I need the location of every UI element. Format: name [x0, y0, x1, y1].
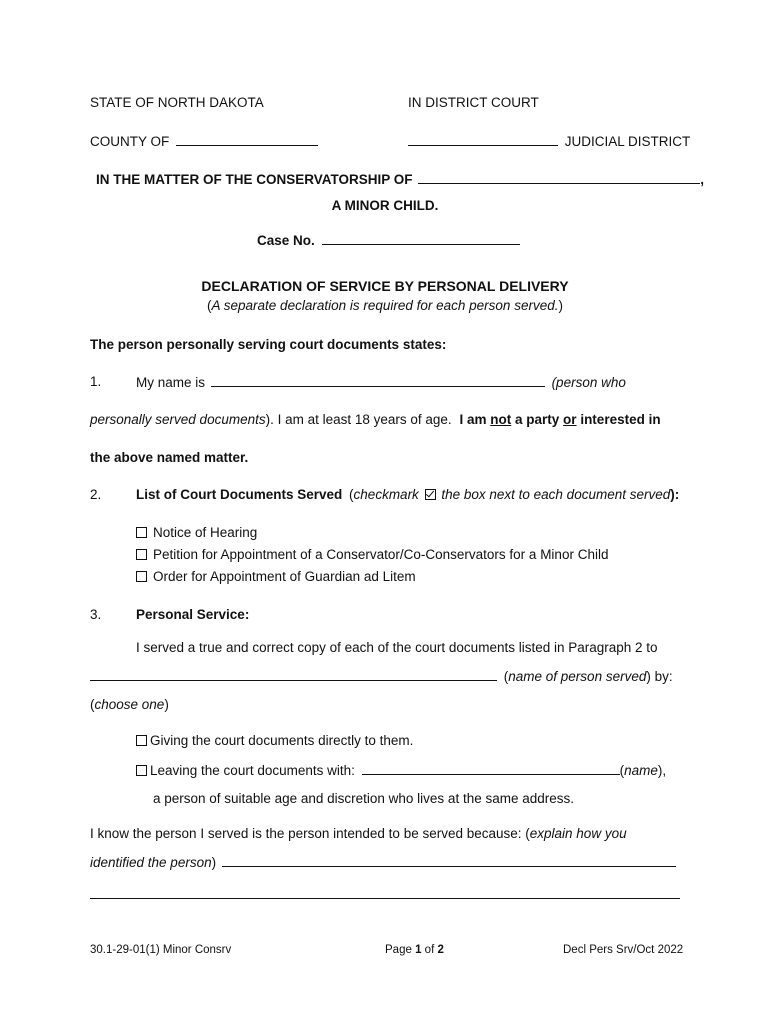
judicial-district-field[interactable] [408, 133, 558, 146]
paren: ), [657, 763, 667, 778]
item3-heading: Personal Service: [136, 607, 250, 622]
document-label: Order for Appointment of Guardian ad Litem [153, 569, 416, 584]
county-row [90, 133, 318, 149]
matter-title: IN THE MATTER OF THE CONSERVATORSHIP OF [96, 172, 413, 187]
box-instruction-text: the box next to each document served [441, 487, 671, 502]
explain-text: explain how you [529, 826, 627, 841]
item2-heading-row [136, 487, 679, 502]
option-direct[interactable] [136, 733, 413, 748]
item2-number: 2. [90, 487, 102, 502]
minor-child: A MINOR CHILD. [331, 198, 439, 213]
paren: ) [164, 697, 169, 712]
checkbox-icon[interactable] [136, 571, 147, 582]
document-label: Notice of Hearing [153, 525, 258, 540]
judicial-district-row [408, 133, 690, 149]
choose-one [90, 697, 169, 712]
name-text: name [624, 763, 658, 778]
document-item[interactable] [136, 569, 416, 584]
above-named-text: the above named matter. [90, 450, 249, 465]
not-text: not [490, 412, 512, 427]
suitable-age-text: a person of suitable age and discretion who lives at the same address. [153, 791, 574, 806]
declaration-subtitle [0, 298, 770, 313]
identification-field[interactable] [222, 854, 676, 867]
paren: ( [90, 697, 95, 712]
paren: ): [670, 487, 680, 502]
know-row [90, 826, 627, 841]
item1-row2 [90, 412, 661, 427]
matter-row [96, 171, 704, 187]
item1-number: 1. [90, 374, 102, 389]
paren: ( [349, 487, 354, 502]
option-leaving[interactable] [136, 762, 666, 778]
paren: ( [503, 669, 509, 684]
recipient-name-field[interactable] [362, 762, 620, 775]
page-total: 2 [437, 944, 444, 956]
person-who-text: (person who [551, 375, 626, 390]
document-label: Petition for Appointment of a Conservator/Co-Conservators for a Minor Child [153, 547, 609, 562]
checkbox-icon[interactable] [136, 549, 147, 560]
declaration-title: DECLARATION OF SERVICE BY PERSONAL DELIVERY [201, 278, 569, 294]
served-person-row [90, 668, 673, 684]
identified-row [90, 854, 676, 870]
page-number: 1 [415, 944, 422, 956]
paren: ( [207, 298, 212, 313]
page-indicator [385, 944, 444, 956]
a-party: a party [515, 412, 560, 427]
served-text: I served a true and correct copy of each of the court documents listed in Paragraph 2 to [136, 640, 658, 655]
paren: ) by: [646, 669, 673, 684]
form-version: Decl Pers Srv/Oct 2022 [563, 944, 684, 956]
identified-text: identified the person [90, 855, 212, 870]
matter-comma: , [700, 172, 705, 187]
my-name-label: My name is [136, 375, 206, 390]
choose-one-text: choose one [94, 697, 165, 712]
county-field[interactable] [176, 133, 318, 146]
item3-number: 3. [90, 607, 102, 622]
county-label: COUNTY OF [90, 134, 170, 149]
option-leaving-label: Leaving the court documents with: [150, 763, 355, 778]
checkbox-icon[interactable] [136, 765, 147, 776]
document-item[interactable] [136, 547, 608, 562]
know-text: I know the person I served is the person intended to be served because: ( [90, 826, 530, 841]
interested-in: interested in [580, 412, 661, 427]
intro-text: The person personally serving court documents states: [90, 337, 447, 352]
age-text: ). I am at least 18 years of age. [265, 412, 452, 427]
subtitle-text: A separate declaration is required for each person served. [211, 298, 559, 313]
checkbox-icon[interactable] [136, 735, 147, 746]
case-no-label: Case No. [257, 233, 315, 248]
paren: ) [211, 855, 217, 870]
paren: ( [619, 763, 625, 778]
personally-served-text: personally served documents [90, 412, 266, 427]
item1-row1 [136, 374, 626, 390]
paren: ) [558, 298, 563, 313]
of-label: of [424, 944, 435, 956]
checked-box-icon [425, 489, 436, 500]
page-label: Page [385, 944, 412, 956]
case-no-field[interactable] [322, 232, 520, 245]
option-direct-label: Giving the court documents directly to them. [150, 733, 414, 748]
name-served-text: name of person served [508, 669, 647, 684]
server-name-field[interactable] [211, 374, 545, 387]
i-am: I am [459, 412, 487, 427]
checkmark-text: checkmark [353, 487, 419, 502]
conservatee-name-field[interactable] [418, 171, 700, 184]
item2-heading: List of Court Documents Served [136, 487, 343, 502]
document-item[interactable] [136, 525, 257, 540]
or-text: or [563, 412, 577, 427]
state-label: STATE OF NORTH DAKOTA [90, 95, 264, 110]
case-no-row [257, 232, 520, 248]
court-label: IN DISTRICT COURT [408, 95, 539, 110]
judicial-district-label: JUDICIAL DISTRICT [564, 134, 691, 149]
identification-field-line2[interactable] [90, 886, 680, 899]
served-person-field[interactable] [90, 668, 497, 681]
form-id: 30.1-29-01(1) Minor Consrv [90, 944, 232, 956]
checkbox-icon[interactable] [136, 527, 147, 538]
